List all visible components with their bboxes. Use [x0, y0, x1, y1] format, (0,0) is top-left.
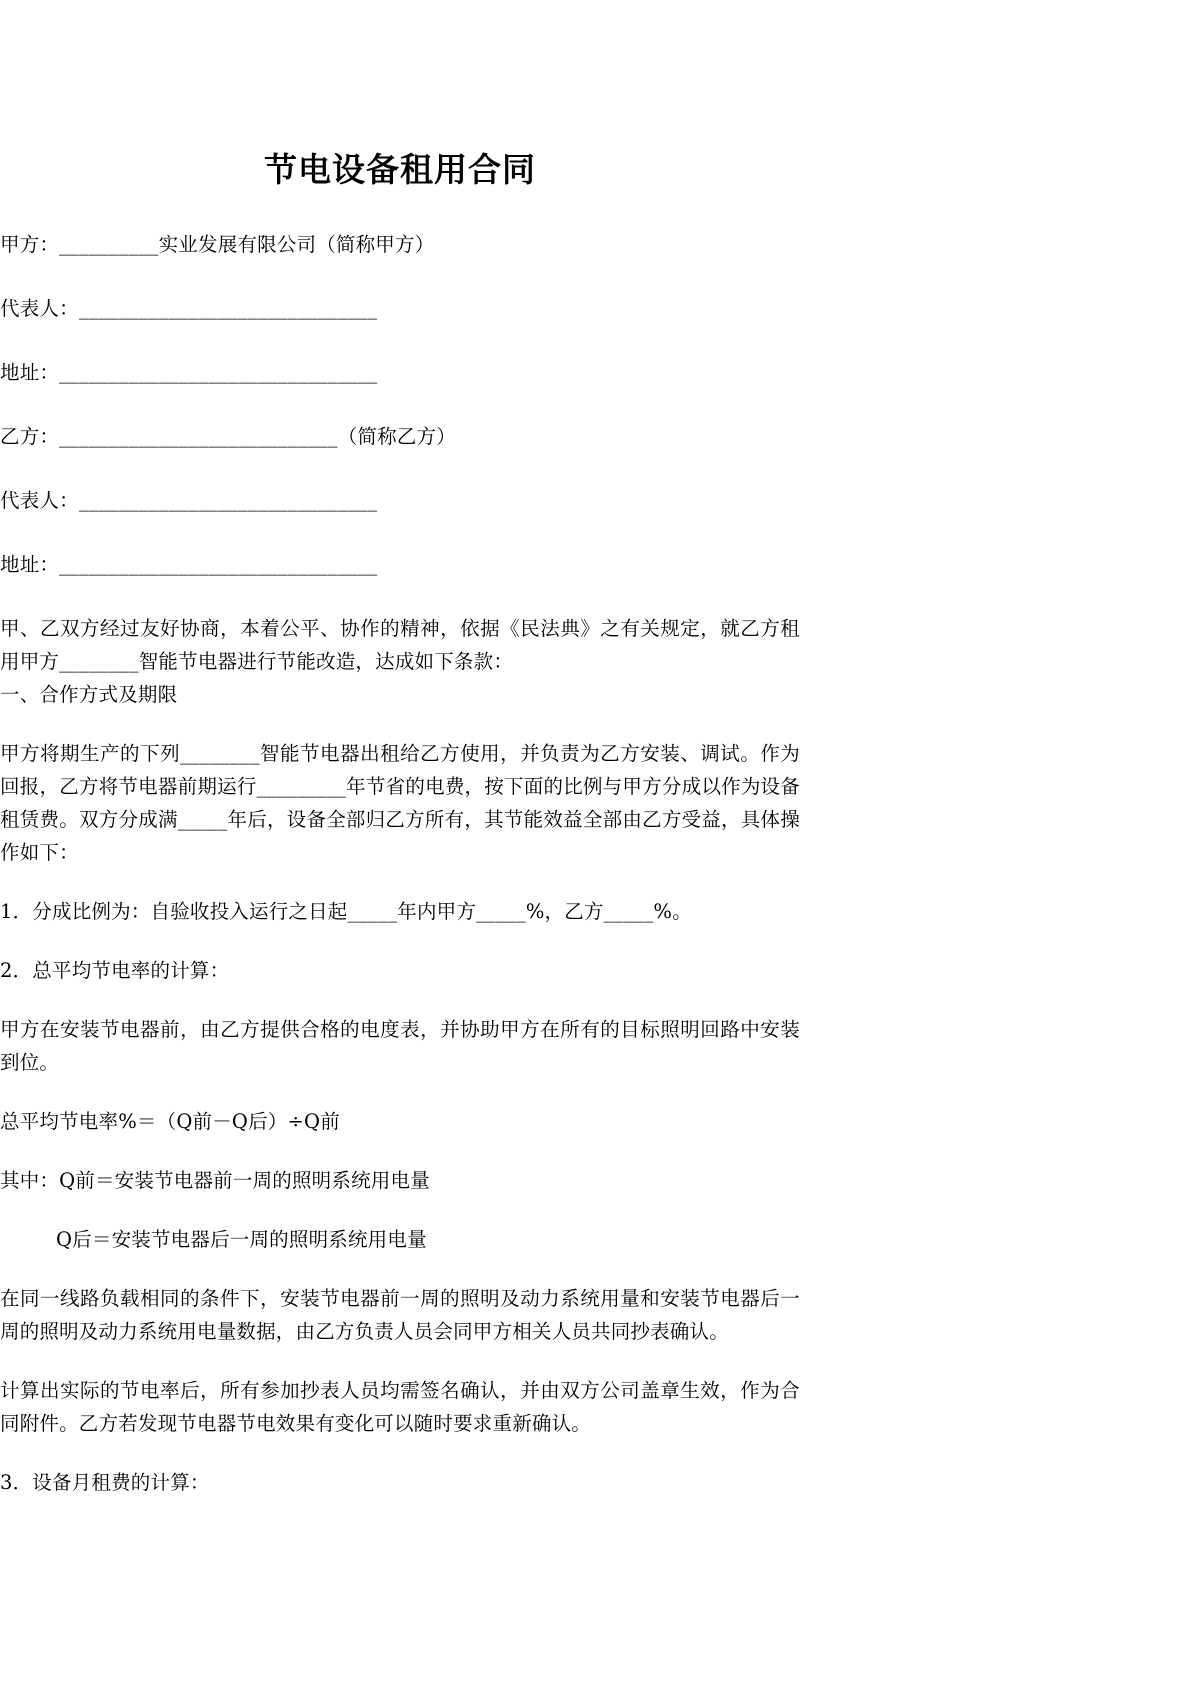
confirmation-paragraph: 计算出实际的节电率后，所有参加抄表人员均需签名确认，并由双方公司盖章生效，作为合同附件。乙方若发现节电器节电效果有变化可以随时要求重新确认。 — [0, 1379, 800, 1435]
saving-rate-formula: 总平均节电率%＝（Q前－Q后）÷Q前 — [0, 1110, 340, 1133]
lease-paragraph — [0, 737, 800, 869]
spacer — [0, 1079, 800, 1105]
formula-definition-q-after: Q后＝安装节电器后一周的照明系统用电量 — [56, 1228, 427, 1251]
party-b-name-suffix: （简称乙方） — [337, 425, 456, 448]
preamble-blank[interactable]: ________ — [59, 650, 139, 673]
party-b-representative-blank[interactable]: ______________________________ — [78, 489, 378, 512]
spacer — [0, 1138, 800, 1164]
lease-blank-1[interactable]: ________ — [180, 742, 260, 765]
spacer — [0, 1440, 800, 1466]
lease-blank-3[interactable]: _____ — [177, 808, 228, 831]
party-a-name-line — [0, 228, 800, 261]
party-b-name-blank[interactable]: ____________________________ — [59, 425, 338, 448]
party-a-name-suffix: 实业发展有限公司（简称甲方） — [158, 233, 435, 256]
party-a-name-label: 甲方： — [0, 233, 60, 256]
lease-text-1: 甲方将期生产的下列 — [0, 742, 181, 765]
lease-text-2: 智能节电器出租给乙方使用，并负责为乙方安装、调试。作为回报，乙方将节电器前期运行 — [0, 742, 800, 798]
item-1-text-3: %，乙方 — [525, 900, 604, 923]
party-a-representative-label: 代表人： — [0, 297, 79, 320]
spacer — [0, 1348, 800, 1374]
party-a-address-blank[interactable]: ________________________________ — [59, 361, 378, 384]
section-1-heading: 一、合作方式及期限 — [0, 683, 178, 706]
spacer — [0, 1256, 800, 1282]
preamble-text-after: 智能节电器进行节能改造，达成如下条款： — [138, 650, 514, 673]
party-a-address-label: 地址： — [0, 361, 60, 384]
party-b-name-line — [0, 420, 800, 453]
party-b-representative-label: 代表人： — [0, 489, 79, 512]
spacer — [0, 389, 800, 420]
spacer — [0, 987, 800, 1013]
spacer — [0, 581, 800, 612]
item-3-heading: 3．设备月租费的计算： — [0, 1471, 210, 1494]
party-a-name-blank[interactable]: __________ — [59, 233, 159, 256]
item-1-text-1: 1．分成比例为：自验收投入运行之日起 — [0, 900, 348, 923]
party-a-representative-line — [0, 292, 800, 325]
item-1-text-4: %。 — [653, 900, 692, 923]
spacer — [0, 261, 800, 292]
party-a-address-line — [0, 356, 800, 389]
party-b-address-label: 地址： — [0, 553, 60, 576]
party-b-address-blank[interactable]: ________________________________ — [59, 553, 378, 576]
item-1-blank-party-b-percent[interactable]: _____ — [603, 900, 654, 923]
spacer — [0, 711, 800, 737]
preamble-text-before: 甲、乙双方经过友好协商，本着公平、协作的精神，依据《民法典》之有关规定，就乙方租用甲方 — [0, 617, 800, 673]
item-1-blank-party-a-percent[interactable]: _____ — [476, 900, 526, 923]
party-b-representative-line — [0, 484, 800, 517]
spacer — [0, 869, 800, 895]
spacer — [0, 517, 800, 548]
preamble-paragraph — [0, 612, 800, 678]
lease-blank-2[interactable]: _________ — [256, 775, 347, 798]
spacer — [0, 928, 800, 954]
item-1-text-2: 年内甲方 — [397, 900, 477, 923]
spacer — [0, 453, 800, 484]
item-1-ratio — [0, 895, 800, 928]
party-a-representative-blank[interactable]: ______________________________ — [78, 297, 378, 320]
meter-paragraph: 甲方在安装节电器前，由乙方提供合格的电度表，并协助甲方在所有的目标照明回路中安装到位。 — [0, 1018, 800, 1074]
item-1-blank-years[interactable]: _____ — [347, 900, 398, 923]
lease-text-3: 年节省的电费，按下面的比例与甲方分成以作为设备租赁费。双方分成满 — [0, 775, 800, 831]
spacer — [0, 1197, 800, 1223]
page-title: 节电设备租用合同 — [264, 150, 536, 189]
lease-text-4: 年后，设备全部归乙方所有，其节能效益全部由乙方受益，具体操作如下： — [0, 808, 800, 864]
party-b-address-line — [0, 548, 800, 581]
spacer — [0, 325, 800, 356]
item-2-heading: 2．总平均节电率的计算： — [0, 959, 230, 982]
document-body — [0, 228, 800, 1499]
meter-reading-paragraph: 在同一线路负载相同的条件下，安装节电器前一周的照明及动力系统用量和安装节电器后一周的照明及动力系统用电量数据，由乙方负责人员会同甲方相关人员共同抄表确认。 — [0, 1287, 800, 1343]
formula-definition-q-before: 其中：Q前＝安装节电器前一周的照明系统用电量 — [0, 1169, 430, 1192]
party-b-name-label: 乙方： — [0, 425, 60, 448]
